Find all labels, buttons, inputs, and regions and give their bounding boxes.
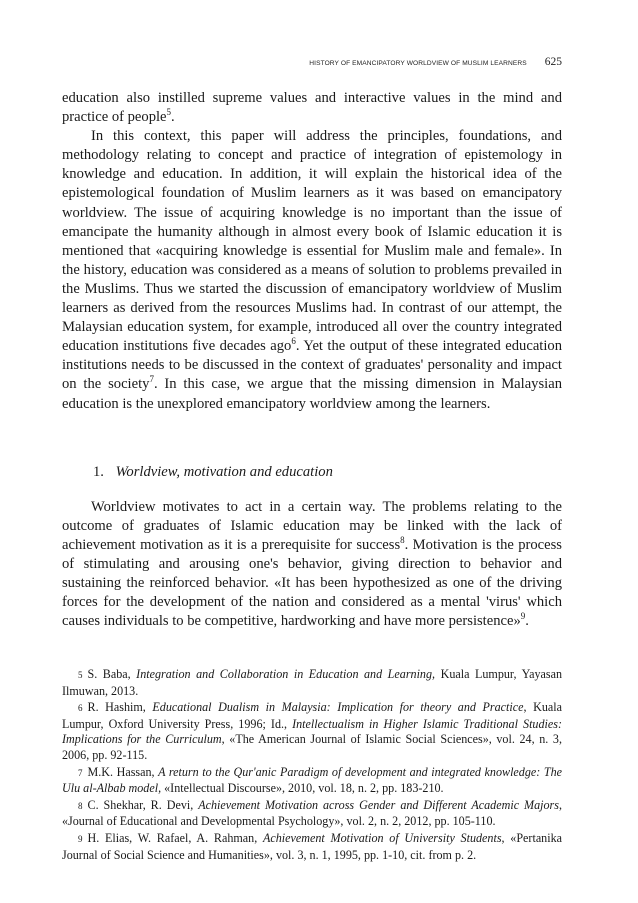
section-heading	[93, 463, 562, 482]
paragraph: Worldview motivates to act in a certain way. The problems relating to the outcome of graduates of Islamic education may be linked with the lack of achievement motivation as it is a prerequisite for success$^8$. Motivation is the process of stimulating and arousing one's behavior, giving direction to behavior and sustaining the reinforced behavior. «It has been hypothesized as one of the driving forces for the development of the nation and considered as a mental 'virus' which causes individuals to be competitive, hardworking and have more persistence»$^9$.	[62, 498, 562, 630]
footnote-ref[interactable]: 5	[166, 107, 172, 118]
section-title: Worldview, motivation and education	[115, 463, 333, 480]
footnote-9: 9 H. Elias, W. Rafael, A. Rahman, Achievement Motivation of University Students, «Pertanika Journal of Social Science and Humanities», vol. 3, n. 1, 1995, pp. 1-10, cit. from p. 2.	[62, 830, 563, 862]
running-header	[62, 56, 562, 68]
footnote-7: 7 M.K. Hassan, A return to the Qur'anic Paradigm of development and integrated knowledge: The Ulu al-Albab model, «Intellectual Discourse», 2010, vol. 18, n. 2, pp. 183-210.	[62, 764, 562, 796]
footnote-ref[interactable]: 6	[291, 336, 296, 347]
paragraph: education also instilled supreme values and interactive values in the mind and practice of people$^5$.	[62, 90, 562, 126]
paragraph: In this context, this paper will address the principles, foundations, and methodology relating to concept and practice of integration of epistemology in knowledge and education. In addition, it will explain the historical idea of the epistemological foundation of Muslim learners as it was based on emancipatory worldview. The issue of acquiring knowledge is no important than the issue of emancipate the humanity although in almost every book of Islamic education it is mentioned that «acquiring knowledge is essential for Muslim male and female». In the history, education was considered as a means of solution to problems prevailed in the Muslims. Thus we started the discussion of emancipatory worldview of Muslim learners as derived from the resources Muslims had. In contrast of our attempt, the Malaysian education system, for example, introduced all over the country integrated education institutions five decades ago$^6$. Yet the output of these integrated education institutions needs to be discussed in the context of graduates' personality and impact on the society$^7$. In this case, we argue that the missing dimension in Malaysian education is the unexplored emancipatory worldview among the learners.	[62, 128, 562, 412]
footnote-ref[interactable]: 7	[149, 374, 154, 385]
footnotes	[62, 667, 562, 863]
page-number: 625	[544, 56, 562, 68]
main-text	[62, 89, 562, 631]
footnote-6: 6 R. Hashim, Educational Dualism in Malaysia: Implication for theory and Practice, Kuala Lumpur, Oxford University Press, 1996; Id., Intellectualism in Higher Islamic Traditional Studies: Implications for the Curriculum, «The American Journal of Islamic Social Sciences», vol. 24, n. 3, 2006, pp. 92-115.	[62, 700, 562, 762]
footnote-8: 8 C. Shekhar, R. Devi, Achievement Motivation across Gender and Different Academic Majors, «Journal of Educational and Developmental Psychology», vol. 2, n. 2, 2012, pp. 105-110.	[62, 797, 562, 829]
footnote-ref[interactable]: 8	[400, 534, 405, 545]
footnote-5: 5 S. Baba, Integration and Collaboration in Education and Learning, Kuala Lumpur, Yayasan Ilmuwan, 2013.	[62, 667, 562, 698]
running-title: HISTORY OF EMANCIPATORY WORLDVIEW OF MUSLIM LEARNERS	[309, 60, 527, 67]
section-number: 1.	[93, 463, 104, 480]
footnote-ref[interactable]: 9	[520, 611, 526, 622]
